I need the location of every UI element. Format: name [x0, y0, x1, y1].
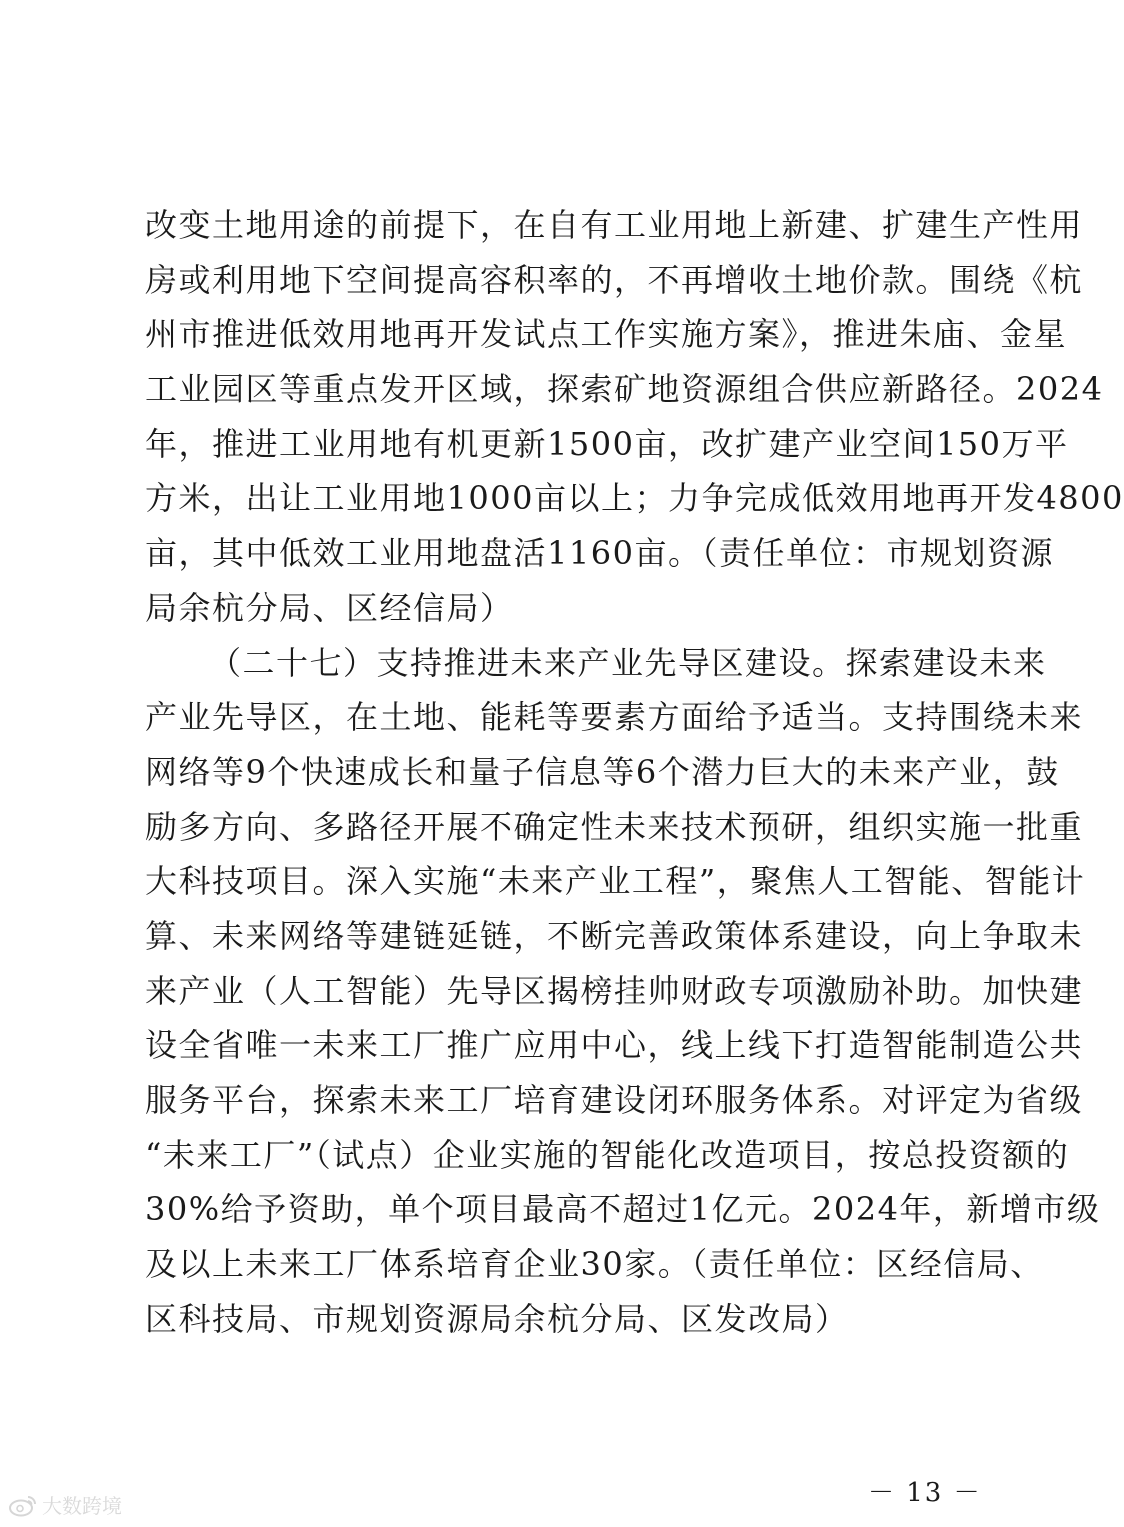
text-line: “未来工厂”（试点）企业实施的智能化改造项目，按总投资额的: [145, 1135, 1070, 1174]
page-number: － 13 －: [868, 1478, 982, 1508]
text-line: 及以上未来工厂体系培育企业30家。（责任单位：区经信局、: [145, 1245, 1044, 1284]
section-heading-line: （二十七）支持推进未来产业先导区建设。探索建设未来: [209, 643, 1047, 682]
text-line: 算、未来网络等建链延链，不断完善政策体系建设，向上争取未: [145, 916, 1084, 955]
text-line: 工业园区等重点发开区域，探索矿地资源组合供应新路径。2024: [145, 370, 1104, 409]
text-line: 年，推进工业用地有机更新1500亩，改扩建产业空间150万平: [145, 424, 1069, 463]
text-line: 设全省唯一未来工厂推广应用中心，线上线下打造智能制造公共: [145, 1026, 1084, 1065]
text-line: 局余杭分局、区经信局）: [145, 588, 514, 627]
text-line: 来产业（人工智能）先导区揭榜挂帅财政专项激励补助。加快建: [145, 971, 1084, 1010]
text-line: 大科技项目。深入实施“未来产业工程”，聚焦人工智能、智能计: [145, 862, 1086, 901]
watermark-text: 大数跨境: [42, 1494, 122, 1518]
text-line: 服务平台，探索未来工厂培育建设闭环服务体系。对评定为省级: [145, 1081, 1084, 1119]
text-line: 房或利用地下空间提高容积率的，不再增收土地价款。围绕《杭: [145, 260, 1084, 299]
watermark: [8, 1490, 122, 1519]
text-line: 方米，出让工业用地1000亩以上；力争完成低效用地再开发4800: [145, 479, 1124, 518]
text-line: 励多方向、多路径开展不确定性未来技术预研，组织实施一批重: [145, 807, 1084, 846]
text-line: 30%给予资助，单个项目最高不超过1亿元。2024年，新增市级: [145, 1190, 1101, 1229]
text-line: 亩，其中低效工业用地盘活1160亩。（责任单位：市规划资源: [145, 534, 1054, 573]
text-line: 州市推进低效用地再开发试点工作实施方案》，推进朱庙、金星: [145, 315, 1068, 354]
text-line: 区科技局、市规划资源局余杭分局、区发改局）: [145, 1299, 849, 1338]
text-line: 网络等9个快速成长和量子信息等6个潜力巨大的未来产业，鼓: [145, 752, 1060, 791]
weibo-logo-icon: [8, 1493, 38, 1517]
text-line: 产业先导区，在土地、能耗等要素方面给予适当。支持围绕未来: [145, 698, 1084, 737]
text-line: 改变土地用途的前提下，在自有工业用地上新建、扩建生产性用: [145, 206, 1084, 244]
body-text: [145, 198, 1124, 1346]
